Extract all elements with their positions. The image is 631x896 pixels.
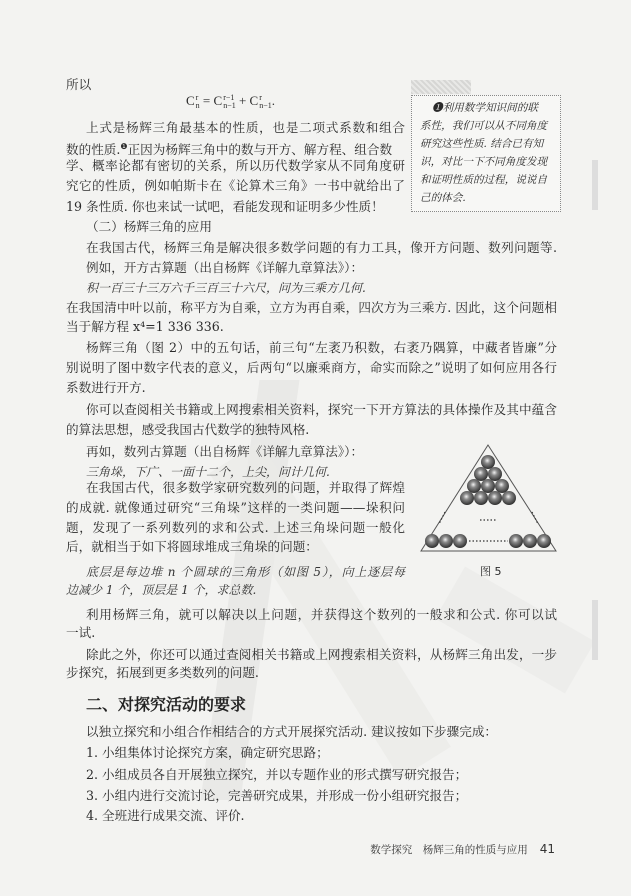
paragraph-line: 在我国古代，很多数学家研究数列的问题，并取得了辉煌	[86, 480, 405, 495]
note-line: ❶利用数学知识间的联	[432, 102, 538, 114]
page-number: 41	[539, 842, 555, 856]
note-line: 系性，我们可以从不同角度	[420, 120, 548, 132]
margin-note	[411, 95, 561, 212]
figure-caption: 图 5	[480, 565, 502, 578]
note-tab	[411, 80, 471, 94]
paragraph-line: 你可以查阅相关书籍或上网搜索相关资料，探究一下开方算法的具体操作及其中蕴含	[86, 402, 557, 417]
paragraph-line: 例如，开方古算题（出自杨辉《详解九章算法》）：	[86, 260, 364, 275]
scan-edge-mark	[592, 160, 598, 210]
paragraph-line: 当于解方程 x⁴=1 336 336.	[66, 319, 224, 334]
problem-statement: 边减少 1 个，顶层是 1 个，求总数.	[66, 583, 257, 597]
paragraph-line: 的成就. 就像通过研究“三角垛”这样的一类问题——垛积问	[66, 500, 405, 515]
step-item: 4. 全班进行成果交流、评价.	[86, 808, 245, 823]
note-line: 识，对比一下不同角度发现	[420, 156, 548, 168]
ball-pyramid-figure	[415, 440, 565, 555]
paragraph-line: 再如，数列古算题（出自杨辉《详解九章算法》）：	[86, 444, 364, 459]
paragraph-line: 步探究，拓展到更多类数列的问题.	[66, 665, 259, 680]
ancient-problem-quote: 积一百三十三万六千三百三十六尺，问为三乘方几何.	[86, 281, 366, 295]
paragraph-line: 数的性质.$^❶$正因为杨辉三角中的数与开方、解方程、组合数	[66, 142, 393, 158]
ball-rows	[425, 455, 551, 548]
step-item: 2. 小组成员各自开展独立探究，并以专题作业的形式撰写研究报告；	[86, 767, 468, 782]
problem-statement: 底层是每边堆 n 个圆球的三角形（如图 5），向上逐层每	[86, 565, 405, 579]
paragraph-line: 除此之外，你还可以通过查阅相关书籍或上网搜索相关资料，从杨辉三角出发，一步	[86, 647, 557, 662]
paragraph-line: 19 条性质. 你也来试一试吧，看能发现和证明多少性质！	[66, 199, 384, 214]
paragraph-line: 究它的性质，例如帕斯卡在《论算术三角》一书中就给出了	[66, 178, 405, 193]
paragraph-line: 系数进行开方.	[66, 380, 146, 395]
subsection-title: （二）杨辉三角的应用	[86, 219, 212, 234]
running-title: 数学探究 杨辉三角的性质与应用	[370, 844, 528, 856]
note-line: 己的体会.	[420, 192, 466, 204]
footnote-marker[interactable]: ❶	[120, 142, 128, 151]
section-intro: 以独立探究和小组合作相结合的方式开展探究活动. 建议按如下步骤完成：	[86, 724, 498, 739]
paragraph-line: 别说明了图中数字代表的意义，后两句“以廉乘商方，命实而除之”说明了如何应用各行	[66, 360, 557, 375]
recurrence-formula: C r n = C r−1 n−1 + C r n−1 .	[186, 93, 275, 111]
section-heading: 二、对探究活动的要求	[86, 695, 247, 714]
paragraph-line: 在我国清中叶以前，称平方为自乘，立方为再自乘，四次方为三乘方. 因此，这个问题相	[66, 300, 557, 315]
step-item: 1. 小组集体讨论探究方案，确定研究思路；	[86, 745, 329, 760]
ancient-problem-quote: 三角垛，下广、一面十二个，上尖，问计几何.	[86, 465, 330, 479]
intro-text: 所以	[66, 77, 92, 92]
page-footer	[370, 842, 555, 857]
paragraph-line: 一试.	[66, 625, 96, 640]
paragraph-line: 后，就相当于如下将圆球堆成三角垛的问题：	[66, 539, 318, 554]
note-line: 和证明性质的过程，说说自	[420, 174, 548, 186]
paragraph-line: 上式是杨辉三角最基本的性质，也是二项式系数和组合	[86, 120, 405, 135]
watermark-stroke	[435, 567, 595, 694]
paragraph-line: 利用杨辉三角，就可以解决以上问题，并获得这个数列的一般求和公式. 你可以试	[86, 607, 557, 622]
note-line: 研究这些性质. 结合已有知	[420, 138, 544, 150]
paragraph-line: 杨辉三角（图 2）中的五句话，前三句“左袤乃积数，右袤乃隅算，中藏者皆廉”分	[86, 340, 557, 355]
paragraph-line: 题，发现了一系列数列的求和公式. 上述三角垛问题一般化	[66, 520, 405, 535]
paragraph-line: 学、概率论都有密切的关系，所以历代数学家从不同角度研	[66, 158, 405, 173]
scan-edge-mark	[592, 600, 598, 660]
paragraph-line: 的算法思想，感受我国古代数学的独特风格.	[66, 422, 310, 437]
paragraph-line: 在我国古代，杨辉三角是解决很多数学问题的有力工具，像开方问题、数列问题等.	[86, 240, 557, 255]
step-item: 3. 小组内进行交流讨论，完善研究成果，并形成一份小组研究报告；	[86, 788, 468, 803]
